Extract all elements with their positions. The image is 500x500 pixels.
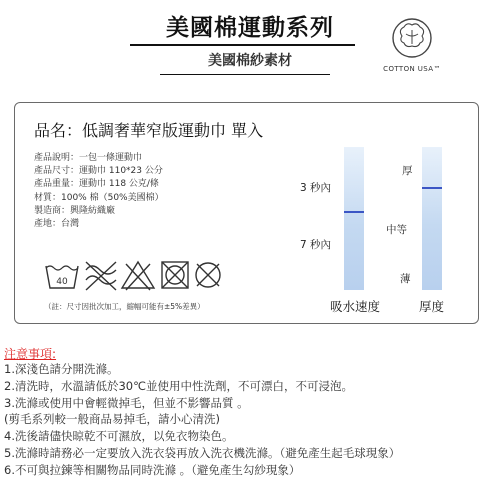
no-tumble-dry-icon [162, 262, 188, 288]
care-note: 1.深淺色請分開洗滌。 [4, 362, 119, 376]
title-underline [130, 44, 355, 46]
absorb-slow-label: 7 秒內 [300, 239, 332, 251]
spec-line: 產品重量：運動巾 118 公克/條 [34, 179, 159, 190]
thickness-marker [422, 187, 442, 189]
page-subtitle: 美國棉紗素材 [208, 53, 292, 69]
wash-40-icon [46, 266, 78, 288]
care-notes [4, 361, 400, 479]
spec-line: 製造商：興隆紡織廠 [34, 205, 116, 216]
spec-line: 產品說明：一包一條運動巾 [34, 153, 143, 163]
cotton-boll-icon [380, 18, 444, 64]
absorb-speed-bar [344, 147, 364, 290]
thickness-bar [422, 147, 442, 290]
care-note: 4.洗後請儘快晾乾不可濕放，以免衣物染色。 [4, 429, 234, 444]
care-note: (剪毛系列較一般商品易掉毛，請小心清洗) [4, 412, 220, 427]
page-title: 美國棉運動系列 [166, 15, 334, 41]
medium-label: 中等 [386, 224, 407, 236]
care-note: 5.洗滌時請務必一定要放入洗衣袋再放入洗衣機洗滌。（避免產生起毛球現象） [4, 445, 401, 460]
care-notes-title: 注意事項: [4, 347, 57, 361]
care-symbols [44, 258, 224, 292]
thick-label: 厚 [402, 165, 413, 177]
care-note: 2.清洗時，水溫請低於30℃並使用中性洗劑，不可漂白，不可浸泡。 [4, 378, 354, 393]
logo-text: COTTON USA™ [383, 65, 441, 73]
absorb-speed-title: 吸水速度 [330, 299, 381, 314]
absorb-speed-marker [344, 211, 364, 213]
product-specs [34, 152, 164, 231]
size-footnote: （註：尺寸因批次加工，縮幅可能有±5%差異） [44, 302, 205, 311]
wash-temp-label: 40 [56, 277, 68, 287]
no-dry-clean-icon [196, 263, 220, 287]
care-note: 3.洗滌或使用中會輕微掉毛，但並不影響品質 。 [4, 395, 249, 410]
thin-label: 薄 [400, 273, 411, 285]
cotton-usa-logo [380, 18, 444, 80]
no-bleach-icon [122, 262, 154, 290]
subtitle-underline [160, 74, 330, 75]
spec-line: 產品尺寸：運動巾 110*23 公分 [34, 166, 163, 177]
care-note: 6.不可與拉鍊等相關物品同時洗滌 。（避免產生勾紗現象） [4, 462, 301, 477]
thickness-title: 厚度 [419, 299, 445, 314]
spec-line: 產地：台灣 [34, 219, 80, 230]
spec-line: 材質：100% 棉（50%美國棉） [34, 192, 164, 203]
product-name: 品名：低調奢華窄版運動巾 單入 [34, 121, 264, 140]
absorb-fast-label: 3 秒內 [300, 182, 332, 194]
no-wring-icon [86, 262, 116, 290]
